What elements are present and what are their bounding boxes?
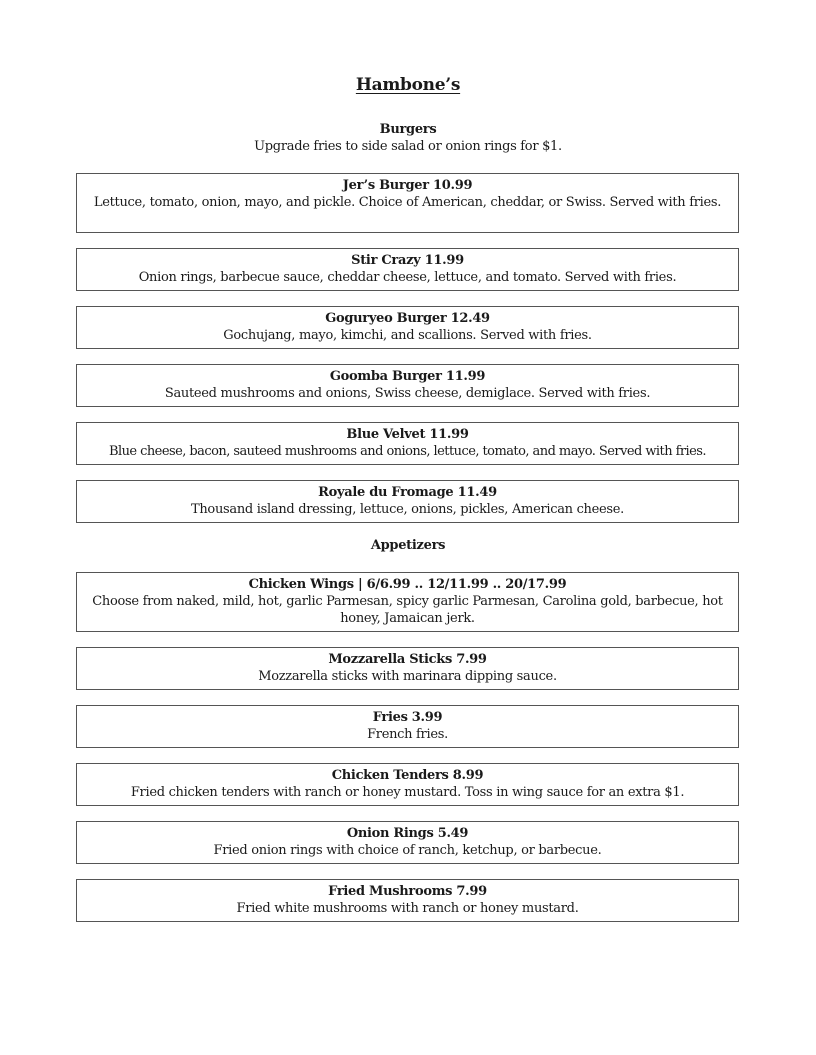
item-description: Thousand island dressing, lettuce, onions, pickles, American cheese. xyxy=(190,502,625,517)
menu-item-mozzarella-sticks xyxy=(76,647,739,690)
item-description: Fried chicken tenders with ranch or honey mustard. Toss in wing sauce for an extra $1. xyxy=(130,785,685,800)
menu-item-chicken-wings xyxy=(76,572,739,632)
section-note-burgers: Upgrade fries to side salad or onion rings for $1. xyxy=(254,139,562,154)
item-description: Lettuce, tomato, onion, mayo, and pickle. Choice of American, cheddar, or Swiss. Served with fries. xyxy=(93,195,722,210)
menu-item-fried-mushrooms xyxy=(76,879,739,922)
item-name: Chicken Wings | 6/6.99 .. 12/11.99 .. 20/17.99 xyxy=(248,577,567,592)
item-name: Goomba Burger 11.99 xyxy=(329,369,486,384)
item-name: Royale du Fromage 11.49 xyxy=(318,485,497,500)
item-name: Goguryeo Burger 12.49 xyxy=(325,311,490,326)
menu-item-jers-burger xyxy=(76,173,739,233)
section-heading-burgers: Burgers xyxy=(379,122,437,137)
item-name: Chicken Tenders 8.99 xyxy=(331,768,484,783)
menu-item-chicken-tenders xyxy=(76,763,739,806)
item-description: Mozzarella sticks with marinara dipping sauce. xyxy=(258,669,557,684)
item-description: Fried onion rings with choice of ranch, ketchup, or barbecue. xyxy=(213,843,602,858)
item-name: Mozzarella Sticks 7.99 xyxy=(328,652,487,667)
item-description: French fries. xyxy=(367,727,448,742)
item-name: Jer’s Burger 10.99 xyxy=(342,178,473,193)
item-description: Choose from naked, mild, hot, garlic Parmesan, spicy garlic Parmesan, Carolina gold, barbecue, hot honey, Jamaican jerk. xyxy=(92,594,723,626)
menu-item-goguryeo-burger xyxy=(76,306,739,349)
item-name: Onion Rings 5.49 xyxy=(346,826,469,841)
menu-item-onion-rings xyxy=(76,821,739,864)
item-name: Blue Velvet 11.99 xyxy=(346,427,469,442)
menu-item-fries xyxy=(76,705,739,748)
restaurant-title: Hambone’s xyxy=(355,75,461,95)
item-description: Sauteed mushrooms and onions, Swiss cheese, demiglace. Served with fries. xyxy=(164,386,651,401)
menu-item-blue-velvet xyxy=(76,422,739,465)
menu-item-stir-crazy xyxy=(76,248,739,291)
item-description: Onion rings, barbecue sauce, cheddar cheese, lettuce, and tomato. Served with fries. xyxy=(138,270,677,285)
menu-item-goomba-burger xyxy=(76,364,739,407)
section-heading-appetizers: Appetizers xyxy=(370,538,446,553)
menu-item-royale-du-fromage xyxy=(76,480,739,523)
item-description: Fried white mushrooms with ranch or honey mustard. xyxy=(236,901,579,916)
item-description: Blue cheese, bacon, sauteed mushrooms and onions, lettuce, tomato, and mayo. Served with fries. xyxy=(108,444,707,459)
item-description: Gochujang, mayo, kimchi, and scallions. Served with fries. xyxy=(223,328,592,343)
item-name: Stir Crazy 11.99 xyxy=(351,253,464,268)
item-name: Fries 3.99 xyxy=(372,710,443,725)
item-name: Fried Mushrooms 7.99 xyxy=(328,884,487,899)
